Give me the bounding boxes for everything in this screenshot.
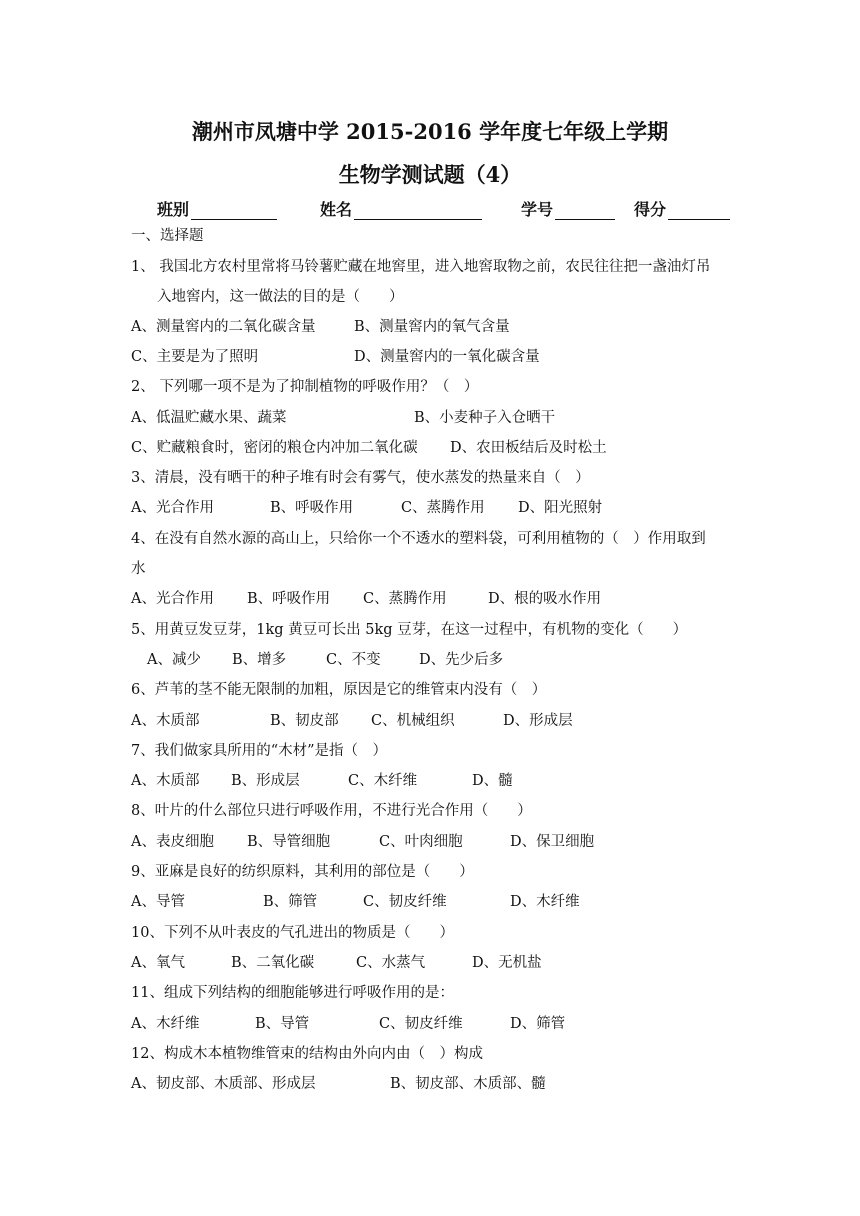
option-c: C、水蒸气: [356, 955, 426, 971]
number-field: [521, 197, 615, 220]
option-a: A、木质部: [131, 713, 200, 729]
option-d: D、筛管: [510, 1016, 566, 1032]
number-label: 学号: [521, 200, 554, 219]
question-5-stem: 5、用黄豆发豆芽，1kg 黄豆可长出 5kg 豆芽，在这一过程中，有机物的变化（ ）: [131, 622, 688, 638]
exam-title: 潮州市凤塘中学 2015-2016 学年度七年级上学期: [191, 119, 669, 144]
option-a: A、测量窖内的二氧化碳含量: [131, 319, 316, 335]
option-c: C、机械组织: [371, 713, 455, 729]
option-d: D、农田板结后及时松土: [450, 440, 607, 456]
option-a: A、减少: [147, 652, 201, 668]
option-b: B、筛管: [263, 894, 318, 910]
question-1-stem: 1、 我国北方农村里常将马铃薯贮藏在地窖里，进入地窖取物之前，农民往往把一盏油灯吊: [131, 259, 711, 275]
name-field: [320, 197, 482, 220]
option-d: D、先少后多: [419, 652, 504, 668]
option-c: C、蒸腾作用: [401, 500, 485, 516]
option-c: C、蒸腾作用: [363, 591, 447, 607]
score-field: [634, 197, 730, 220]
option-a: A、氧气: [131, 955, 185, 971]
option-a: A、光合作用: [131, 591, 214, 607]
class-blank: [191, 202, 277, 220]
option-c: C、不变: [326, 652, 381, 668]
question-4-stem: 4、在没有自然水源的高山上，只给你一个不透水的塑料袋，可利用植物的（ ）作用取到: [131, 531, 706, 547]
option-d: D、根的吸水作用: [488, 591, 602, 607]
option-b: B、增多: [232, 652, 287, 668]
option-c: C、贮藏粮食时，密闭的粮仓内冲加二氧化碳: [131, 440, 418, 456]
option-d: D、无机盐: [472, 955, 542, 971]
option-a: A、韧皮部、木质部、形成层: [131, 1076, 316, 1092]
section-title: 一、选择题: [131, 228, 204, 244]
option-d: D、保卫细胞: [510, 834, 595, 850]
student-info-row: [0, 197, 860, 221]
option-a: A、低温贮藏水果、蔬菜: [131, 410, 287, 426]
option-b: B、呼吸作用: [270, 500, 354, 516]
name-label: 姓名: [320, 200, 353, 219]
option-a: A、木质部: [131, 773, 200, 789]
option-b: B、形成层: [231, 773, 300, 789]
question-10-stem: 10、下列不从叶表皮的气孔进出的物质是（ ）: [131, 925, 454, 941]
option-c: C、主要是为了照明: [131, 349, 259, 365]
option-c: C、木纤维: [348, 773, 418, 789]
option-c: C、韧皮纤维: [363, 894, 447, 910]
option-d: D、测量窖内的一氧化碳含量: [354, 349, 540, 365]
score-label: 得分: [634, 200, 667, 219]
question-8-stem: 8、叶片的什么部位只进行呼吸作用，不进行光合作用（ ）: [131, 803, 532, 819]
option-a: A、导管: [131, 894, 185, 910]
question-1-stem-continued: 入地窖内，这一做法的目的是（ ）: [157, 289, 404, 305]
question-4-stem-continued: 水: [131, 561, 146, 577]
option-d: D、髓: [472, 773, 513, 789]
option-a: A、木纤维: [131, 1016, 200, 1032]
question-7-stem: 7、我们做家具所用的“木材”是指（ ）: [131, 743, 388, 759]
number-blank: [555, 202, 615, 220]
question-2-stem: 2、 下列哪一项不是为了抑制植物的呼吸作用？（ ）: [131, 379, 479, 395]
option-b: B、韧皮部、木质部、髓: [390, 1076, 546, 1092]
option-b: B、二氧化碳: [231, 955, 315, 971]
question-6-stem: 6、芦苇的茎不能无限制的加粗，原因是它的维管束内没有（ ）: [131, 682, 547, 698]
option-d: D、阳光照射: [518, 500, 603, 516]
option-b: B、呼吸作用: [247, 591, 331, 607]
option-d: D、形成层: [503, 713, 573, 729]
question-11-stem: 11、组成下列结构的细胞能够进行呼吸作用的是：: [131, 985, 454, 1001]
question-9-stem: 9、亚麻是良好的纺织原料，其利用的部位是（ ）: [131, 864, 474, 880]
option-c: C、韧皮纤维: [379, 1016, 463, 1032]
option-a: A、表皮细胞: [131, 834, 214, 850]
option-a: A、光合作用: [131, 500, 214, 516]
option-b: B、导管: [255, 1016, 310, 1032]
question-12-stem: 12、构成木本植物维管束的结构由外向内由（ ）构成: [131, 1046, 483, 1062]
class-field: [157, 197, 277, 220]
option-b: B、测量窖内的氧气含量: [354, 319, 510, 335]
name-blank: [354, 202, 482, 220]
score-blank: [668, 202, 730, 220]
question-3-stem: 3、清晨，没有晒干的种子堆有时会有雾气，使水蒸发的热量来自（ ）: [131, 470, 590, 486]
option-b: B、韧皮部: [270, 713, 339, 729]
exam-subtitle: 生物学测试题（4）: [338, 162, 522, 187]
option-b: B、导管细胞: [247, 834, 331, 850]
option-c: C、叶肉细胞: [379, 834, 463, 850]
option-b: B、小麦种子入仓晒干: [414, 410, 556, 426]
option-d: D、木纤维: [510, 894, 580, 910]
class-label: 班别: [157, 200, 190, 219]
